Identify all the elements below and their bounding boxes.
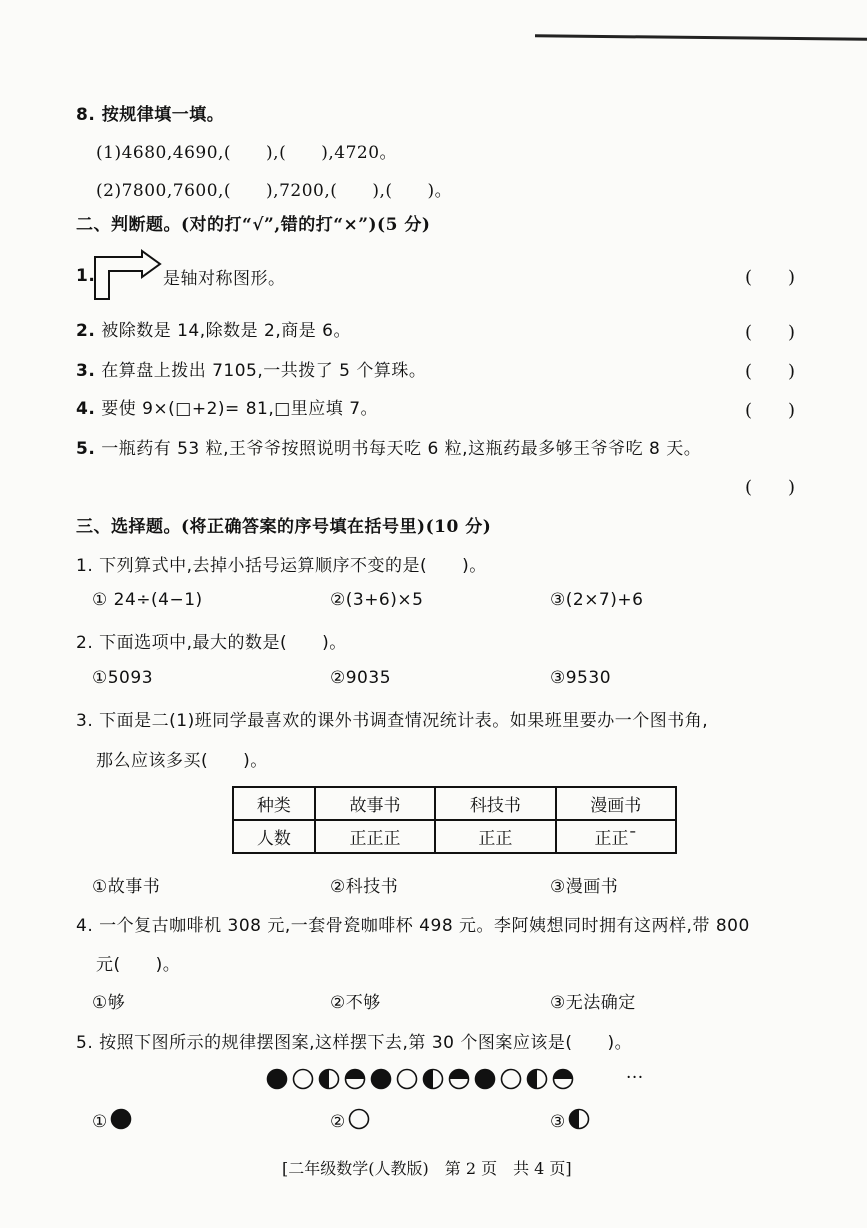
table-cell: 科技书 [435, 787, 555, 820]
choice-2-question: 2. 下面选项中,最大的数是( )。 [76, 633, 347, 653]
choice-2-option-1: ①5093 [92, 668, 154, 688]
judge-2-answer: ( ) [745, 322, 796, 343]
empty-circle-icon [500, 1068, 522, 1090]
judge-5-num: 5. [76, 439, 96, 459]
choice-3-question-line1: 3. 下面是二(1)班同学最喜欢的课外书调查情况统计表。如果班里要办一个图书角, [76, 711, 709, 731]
judge-4-text: 要使 9×(□+2)= 81,□里应填 7。 [101, 399, 379, 419]
table-cell: 正正 [435, 820, 555, 853]
section2-heading: 二、判断题。(对的打“√”,错的打“×”)(5 分) [76, 215, 431, 235]
choice-4-question-line2: 元( )。 [96, 955, 181, 975]
judge-4-answer: ( ) [745, 400, 796, 421]
judge-1-text: 是轴对称图形。 [163, 269, 286, 289]
choice-5-option-3 [550, 1108, 590, 1135]
choice-5-question: 5. 按照下图所示的规律摆图案,这样摆下去,第 30 个图案应该是( )。 [76, 1033, 633, 1053]
empty-circle-icon [396, 1068, 418, 1090]
choice-4-option-3: ③无法确定 [550, 993, 636, 1013]
left-half-circle-icon [526, 1068, 548, 1090]
full-circle-icon [370, 1068, 392, 1090]
option-label: ② [330, 1111, 346, 1132]
judge-2-num: 2. [76, 321, 96, 341]
empty-circle-icon [348, 1108, 370, 1135]
q8-line2: (2)7800,7600,( ),7200,( ),( )。 [96, 181, 453, 201]
option-label: ③ [550, 1111, 566, 1132]
judge-3-text: 在算盘上拨出 7105,一共拨了 5 个算珠。 [101, 361, 427, 381]
choice-5-option-1 [92, 1108, 132, 1135]
table-cell: 人数 [233, 820, 315, 853]
circle-pattern [266, 1068, 574, 1090]
choice-3-option-2: ②科技书 [330, 877, 399, 897]
table-cell: 故事书 [315, 787, 435, 820]
table-row [233, 820, 676, 853]
left-half-circle-icon [422, 1068, 444, 1090]
judge-3-answer: ( ) [745, 361, 796, 382]
judge-4-num: 4. [76, 399, 96, 419]
judge-4 [76, 394, 378, 419]
q8-title: 8. 按规律填一填。 [76, 105, 225, 125]
choice-1-option-1: ① 24÷(4−1) [92, 590, 203, 610]
page-footer: [二年级数学(人教版) 第 2 页 共 4 页] [282, 1159, 572, 1178]
empty-circle-icon [292, 1068, 314, 1090]
choice-2-option-2: ②9035 [330, 668, 392, 688]
table-cell: 种类 [233, 787, 315, 820]
judge-3-num: 3. [76, 361, 96, 381]
choice-1-option-2: ②(3+6)×5 [330, 590, 424, 610]
top-half-circle-icon [448, 1068, 470, 1090]
judge-5 [76, 434, 701, 459]
judge-5-text: 一瓶药有 53 粒,王爷爷按照说明书每天吃 6 粒,这瓶药最多够王爷爷吃 8 天。 [101, 439, 702, 459]
judge-1-answer: ( ) [745, 267, 796, 288]
choice-4-option-2: ②不够 [330, 993, 381, 1013]
book-survey-table [232, 786, 677, 854]
choice-1-option-3: ③(2×7)+6 [550, 590, 644, 610]
top-rule [535, 34, 867, 40]
judge-3 [76, 356, 426, 381]
judge-2-text: 被除数是 14,除数是 2,商是 6。 [101, 321, 351, 341]
choice-2-option-3: ③9530 [550, 668, 612, 688]
judge-5-answer: ( ) [745, 477, 796, 498]
option-label: ① [92, 1111, 108, 1132]
pattern-ellipsis: ··· [626, 1068, 644, 1088]
table-header-row [233, 787, 676, 820]
table-cell: 正正正 [315, 820, 435, 853]
full-circle-icon [474, 1068, 496, 1090]
full-circle-icon [110, 1108, 132, 1135]
full-circle-icon [266, 1068, 288, 1090]
arrow-shape-icon [92, 249, 164, 301]
q8-line1: (1)4680,4690,( ),( ),4720。 [96, 143, 398, 163]
table-cell: 漫画书 [556, 787, 676, 820]
left-half-circle-icon [318, 1068, 340, 1090]
judge-1-num: 1. [76, 266, 96, 286]
top-half-circle-icon [344, 1068, 366, 1090]
choice-4-question-line1: 4. 一个复古咖啡机 308 元,一套骨瓷咖啡杯 498 元。李阿姨想同时拥有这两样,带 800 [76, 916, 750, 936]
section3-heading: 三、选择题。(将正确答案的序号填在括号里)(10 分) [76, 517, 492, 537]
top-half-circle-icon [552, 1068, 574, 1090]
choice-3-question-line2: 那么应该多买( )。 [96, 751, 268, 771]
table-cell: 正正ˉ [556, 820, 676, 853]
choice-3-option-3: ③漫画书 [550, 877, 619, 897]
left-half-circle-icon [568, 1108, 590, 1135]
choice-1-question: 1. 下列算式中,去掉小括号运算顺序不变的是( )。 [76, 556, 487, 576]
choice-3-option-1: ①故事书 [92, 877, 161, 897]
choice-4-option-1: ①够 [92, 993, 126, 1013]
judge-2 [76, 316, 351, 341]
choice-5-option-2 [330, 1108, 370, 1135]
